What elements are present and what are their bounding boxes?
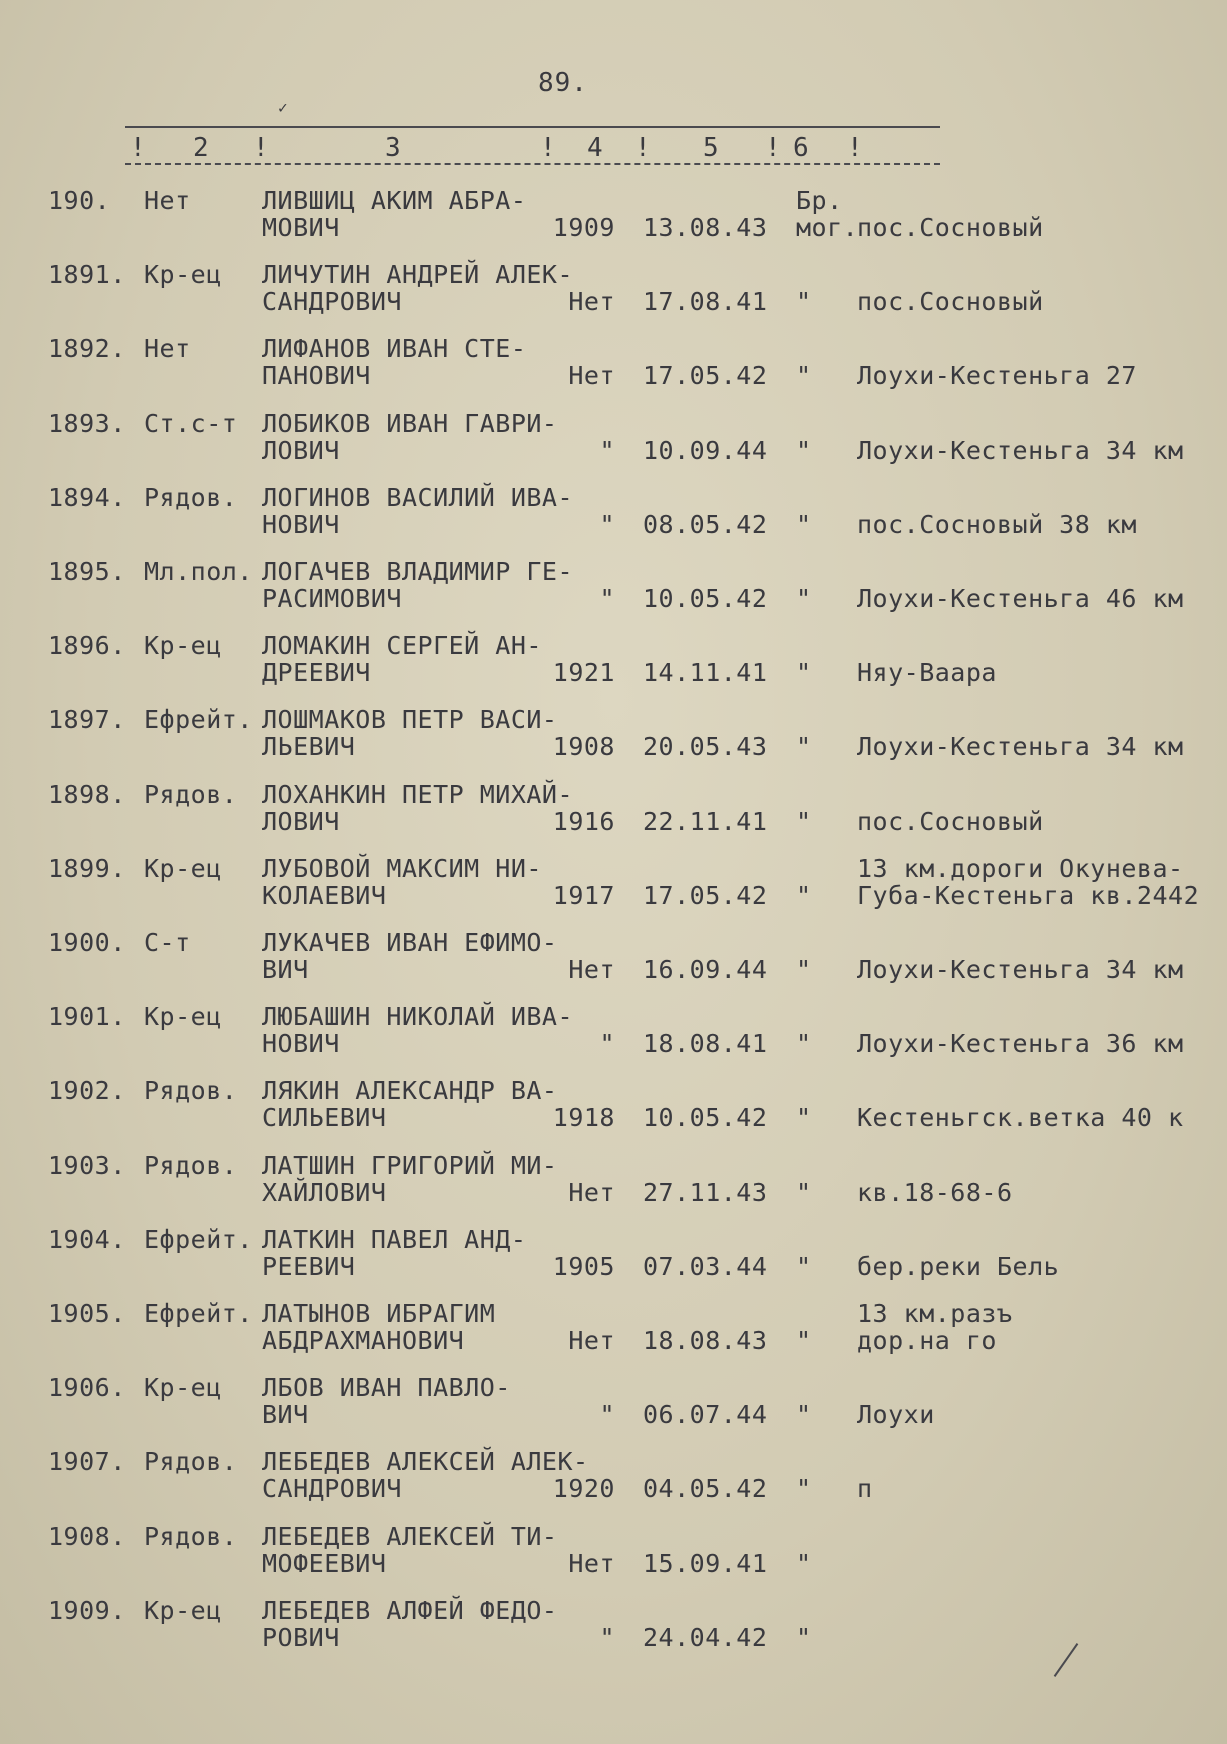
record-death-date: 18.08.41 — [643, 1029, 768, 1059]
table-row — [0, 484, 1227, 558]
record-birth-year: " — [599, 435, 615, 465]
record-death-date: 17.08.41 — [643, 287, 768, 317]
record-rank: Ефрейт. — [144, 1224, 253, 1254]
record-birth-year: " — [599, 584, 615, 613]
record-name-line1: ЛЕБЕДЕВ АЛЕКСЕЙ АЛЕК- — [262, 1447, 589, 1477]
record-name-line1: ЛИЧУТИН АНДРЕЙ АЛЕК- — [262, 260, 574, 290]
table-row — [0, 410, 1227, 484]
record-burial-type: " — [796, 1474, 812, 1504]
check-mark: ✓ — [278, 98, 288, 117]
record-name-line1: ЛАТЫНОВ ИБРАГИМ — [262, 1299, 496, 1328]
record-birth-year: Нет — [568, 955, 615, 984]
record-number: 1904. — [48, 1224, 126, 1254]
record-birth-year: 1920 — [552, 1474, 615, 1504]
record-name-line2: САНДРОВИЧ — [262, 287, 402, 317]
record-name-line2: МОВИЧ — [262, 213, 340, 242]
record-death-date: 10.05.42 — [643, 584, 768, 613]
header-col-3: 3 — [385, 133, 401, 163]
header-col-4: 4 — [587, 133, 603, 163]
table-row — [0, 187, 1227, 261]
record-death-date: 24.04.42 — [643, 1622, 768, 1652]
record-birth-year: Нет — [568, 1326, 615, 1355]
table-row — [0, 929, 1227, 1003]
table-row — [0, 855, 1227, 929]
record-name-line1: ЛОМАКИН СЕРГЕЙ АН- — [262, 631, 542, 661]
record-number: 1902. — [48, 1076, 126, 1106]
record-death-date: 10.05.42 — [643, 1103, 768, 1133]
record-birth-year: 1917 — [552, 880, 615, 910]
record-rank: Рядов. — [144, 1150, 238, 1180]
record-birth-year: Нет — [568, 287, 615, 317]
record-name-line2: РЕЕВИЧ — [262, 1251, 356, 1281]
record-place-line1: Лоухи-Кестеньга 27 — [857, 361, 1137, 391]
record-burial-type: " — [796, 1029, 812, 1059]
record-place-line1: бер.реки Бель — [857, 1251, 1060, 1281]
record-name-line1: ЛЮБАШИН НИКОЛАЙ ИВА- — [262, 1002, 574, 1032]
record-burial-type: Бр. — [796, 186, 843, 215]
header-sep: ! — [253, 133, 269, 163]
table-row — [0, 1448, 1227, 1522]
record-name-line2: СИЛЬЕВИЧ — [262, 1103, 387, 1133]
table-row — [0, 558, 1227, 632]
record-number: 1899. — [48, 853, 126, 883]
record-number: 1900. — [48, 928, 126, 957]
record-place-line1: пос.Сосновый — [857, 806, 1044, 836]
record-birth-year: Нет — [568, 1548, 615, 1578]
record-birth-year: 1921 — [552, 658, 615, 688]
record-name-line2: ЛОВИЧ — [262, 806, 340, 836]
record-number: 1894. — [48, 482, 126, 512]
record-number: 190. — [48, 186, 111, 215]
record-name-line2: РОВИЧ — [262, 1622, 340, 1652]
record-name-line1: ЛАТШИН ГРИГОРИЙ МИ- — [262, 1150, 558, 1180]
record-rank: Кр-ец — [144, 853, 222, 883]
record-name-line2: НОВИЧ — [262, 509, 340, 539]
record-number: 1907. — [48, 1447, 126, 1477]
record-name-line2: ДРЕЕВИЧ — [262, 658, 371, 688]
record-burial-type: " — [796, 1251, 812, 1281]
table-row — [0, 1597, 1227, 1671]
record-burial-type: " — [796, 584, 812, 613]
column-header — [125, 133, 945, 163]
record-name-line2: САНДРОВИЧ — [262, 1474, 402, 1504]
record-death-date: 07.03.44 — [643, 1251, 768, 1281]
record-name-line1: ЛЕБЕДЕВ АЛЕКСЕЙ ТИ- — [262, 1521, 558, 1551]
record-birth-year: 1916 — [552, 806, 615, 836]
record-death-date: 27.11.43 — [643, 1177, 768, 1207]
record-name-line1: ЛОХАНКИН ПЕТР МИХАЙ- — [262, 779, 574, 809]
record-death-date: 13.08.43 — [643, 213, 768, 242]
record-place-line1: пос.Сосновый — [857, 287, 1044, 317]
record-birth-year: " — [599, 1622, 615, 1652]
record-death-date: 06.07.44 — [643, 1400, 768, 1430]
record-number: 1892. — [48, 334, 126, 364]
header-sep: ! — [635, 133, 651, 163]
record-rank: Ст.с-т — [144, 408, 238, 438]
record-rank: Рядов. — [144, 1447, 238, 1477]
record-death-date: 14.11.41 — [643, 658, 768, 688]
record-name-line2: МОФЕЕВИЧ — [262, 1548, 387, 1578]
record-place-line1: Няу-Ваара — [857, 658, 997, 688]
record-birth-year: Нет — [568, 1177, 615, 1207]
record-birth-year: " — [599, 1029, 615, 1059]
record-death-date: 16.09.44 — [643, 955, 768, 984]
record-burial-type: " — [796, 880, 812, 910]
record-death-date: 20.05.43 — [643, 732, 768, 762]
record-name-line1: ЛУБОВОЙ МАКСИМ НИ- — [262, 853, 542, 883]
record-place-line1: пос.Сосновый 38 км — [857, 509, 1137, 539]
record-rank: Кр-ец — [144, 1595, 222, 1625]
header-sep: ! — [540, 133, 556, 163]
record-name-line2: РАСИМОВИЧ — [262, 584, 402, 613]
record-birth-year: Нет — [568, 361, 615, 391]
record-rank: Рядов. — [144, 482, 238, 512]
record-number: 1895. — [48, 557, 126, 586]
table-row — [0, 706, 1227, 780]
record-name-line1: ЛИВШИЦ АКИМ АБРА- — [262, 186, 527, 215]
record-burial-type: " — [796, 1103, 812, 1133]
record-rank: Нет — [144, 186, 191, 215]
record-place-line1: Лоухи-Кестеньга 36 км — [857, 1029, 1184, 1059]
record-burial-type: " — [796, 435, 812, 465]
table-row — [0, 1374, 1227, 1448]
record-burial-type: " — [796, 658, 812, 688]
record-name-line2: ЛЬЕВИЧ — [262, 732, 356, 762]
record-burial-type: " — [796, 287, 812, 317]
header-sep: ! — [847, 133, 863, 163]
record-burial-type: " — [796, 509, 812, 539]
record-rank: Рядов. — [144, 1521, 238, 1551]
record-burial-type: " — [796, 806, 812, 836]
header-sep: ! — [130, 133, 146, 163]
record-place-line1: Лоухи-Кестеньга 34 км — [857, 732, 1184, 762]
record-burial-type: " — [796, 361, 812, 391]
record-place-line1: пос.Сосновый — [857, 213, 1044, 242]
table-row — [0, 1152, 1227, 1226]
record-rank: Ефрейт. — [144, 1299, 253, 1328]
record-rank: Ефрейт. — [144, 705, 253, 735]
record-name-line2: ПАНОВИЧ — [262, 361, 371, 391]
table-row — [0, 1003, 1227, 1077]
record-place-line1: Лоухи — [857, 1400, 935, 1430]
record-burial-type: " — [796, 1622, 812, 1652]
record-name-line2: ВИЧ — [262, 1400, 309, 1430]
record-name-line1: ЛЕБЕДЕВ АЛФЕЙ ФЕДО- — [262, 1595, 558, 1625]
record-name-line2: КОЛАЕВИЧ — [262, 880, 387, 910]
record-birth-year: 1909 — [552, 213, 615, 242]
header-rule-top — [125, 126, 940, 128]
record-number: 1909. — [48, 1595, 126, 1625]
record-number: 1891. — [48, 260, 126, 290]
table-row — [0, 1523, 1227, 1597]
record-name-line2: НОВИЧ — [262, 1029, 340, 1059]
record-place-line2: дор.на го — [857, 1326, 997, 1355]
record-name-line1: ЛОБИКОВ ИВАН ГАВРИ- — [262, 408, 558, 438]
record-number: 1898. — [48, 779, 126, 809]
record-death-date: 10.09.44 — [643, 435, 768, 465]
header-rule-bottom — [125, 163, 940, 165]
record-place-line1: 13 км.дороги Окунева- — [857, 853, 1184, 883]
record-place-line2: Губа-Кестеньга кв.2442 — [857, 880, 1200, 910]
record-name-line1: ЛАТКИН ПАВЕЛ АНД- — [262, 1224, 527, 1254]
record-number: 1897. — [48, 705, 126, 735]
record-name-line1: ЛБОВ ИВАН ПАВЛО- — [262, 1373, 511, 1403]
record-birth-year: 1908 — [552, 732, 615, 762]
record-birth-year: 1918 — [552, 1103, 615, 1133]
record-name-line1: ЛИФАНОВ ИВАН СТЕ- — [262, 334, 527, 364]
record-number: 1896. — [48, 631, 126, 661]
record-rank: Кр-ец — [144, 1002, 222, 1032]
record-burial-type: " — [796, 955, 812, 984]
record-name-line1: ЛУКАЧЕВ ИВАН ЕФИМО- — [262, 928, 558, 957]
record-place-line1: п — [857, 1474, 873, 1504]
record-number: 1893. — [48, 408, 126, 438]
record-number: 1901. — [48, 1002, 126, 1032]
table-row — [0, 1300, 1227, 1374]
table-row — [0, 781, 1227, 855]
record-rank: Мл.пол. — [144, 557, 253, 586]
record-birth-year: 1905 — [552, 1251, 615, 1281]
record-place-line1: 13 км.разъ — [857, 1299, 1013, 1328]
record-rank: Кр-ец — [144, 1373, 222, 1403]
record-rank: Нет — [144, 334, 191, 364]
record-death-date: 08.05.42 — [643, 509, 768, 539]
record-place-line1: Кестеньгск.ветка 40 к — [857, 1103, 1184, 1133]
record-name-line2: ЛОВИЧ — [262, 435, 340, 465]
record-number: 1905. — [48, 1299, 126, 1328]
record-name-line1: ЛОГИНОВ ВАСИЛИЙ ИВА- — [262, 482, 574, 512]
record-death-date: 17.05.42 — [643, 880, 768, 910]
record-place-line1: Лоухи-Кестеньга 46 км — [857, 584, 1184, 613]
record-number: 1903. — [48, 1150, 126, 1180]
record-name-line1: ЛОГАЧЕВ ВЛАДИМИР ГЕ- — [262, 557, 574, 586]
record-burial-type: " — [796, 1177, 812, 1207]
record-name-line2: АБДРАХМАНОВИЧ — [262, 1326, 465, 1355]
record-death-date: 15.09.41 — [643, 1548, 768, 1578]
record-rank: Рядов. — [144, 1076, 238, 1106]
record-name-line2: ВИЧ — [262, 955, 309, 984]
record-number: 1908. — [48, 1521, 126, 1551]
page-number: 89. — [538, 68, 588, 98]
table-row — [0, 335, 1227, 409]
record-death-date: 18.08.43 — [643, 1326, 768, 1355]
record-place-line1: кв.18-68-6 — [857, 1177, 1013, 1207]
table-row — [0, 1226, 1227, 1300]
record-name-line2: ХАЙЛОВИЧ — [262, 1177, 387, 1207]
record-rank: Кр-ец — [144, 631, 222, 661]
record-birth-year: " — [599, 1400, 615, 1430]
record-death-date: 17.05.42 — [643, 361, 768, 391]
record-death-date: 04.05.42 — [643, 1474, 768, 1504]
header-col-5: 5 — [703, 133, 719, 163]
record-name-line1: ЛОШМАКОВ ПЕТР ВАСИ- — [262, 705, 558, 735]
header-col-6: 6 — [793, 133, 809, 163]
record-burial-type: " — [796, 1548, 812, 1578]
record-burial-type: " — [796, 1400, 812, 1430]
header-sep: ! — [765, 133, 781, 163]
table-row — [0, 632, 1227, 706]
record-rank: Кр-ец — [144, 260, 222, 290]
table-row — [0, 261, 1227, 335]
record-rank: Рядов. — [144, 779, 238, 809]
record-name-line1: ЛЯКИН АЛЕКСАНДР ВА- — [262, 1076, 558, 1106]
record-rank: С-т — [144, 928, 191, 957]
record-burial-type: " — [796, 1326, 812, 1355]
record-birth-year: " — [599, 509, 615, 539]
record-place-line1: Лоухи-Кестеньга 34 км — [857, 955, 1184, 984]
record-burial-type: " — [796, 732, 812, 762]
record-number: 1906. — [48, 1373, 126, 1403]
record-death-date: 22.11.41 — [643, 806, 768, 836]
header-col-2: 2 — [193, 133, 209, 163]
record-burial-type-line2: мог. — [796, 213, 859, 242]
record-place-line1: Лоухи-Кестеньга 34 км — [857, 435, 1184, 465]
table-row — [0, 1077, 1227, 1151]
